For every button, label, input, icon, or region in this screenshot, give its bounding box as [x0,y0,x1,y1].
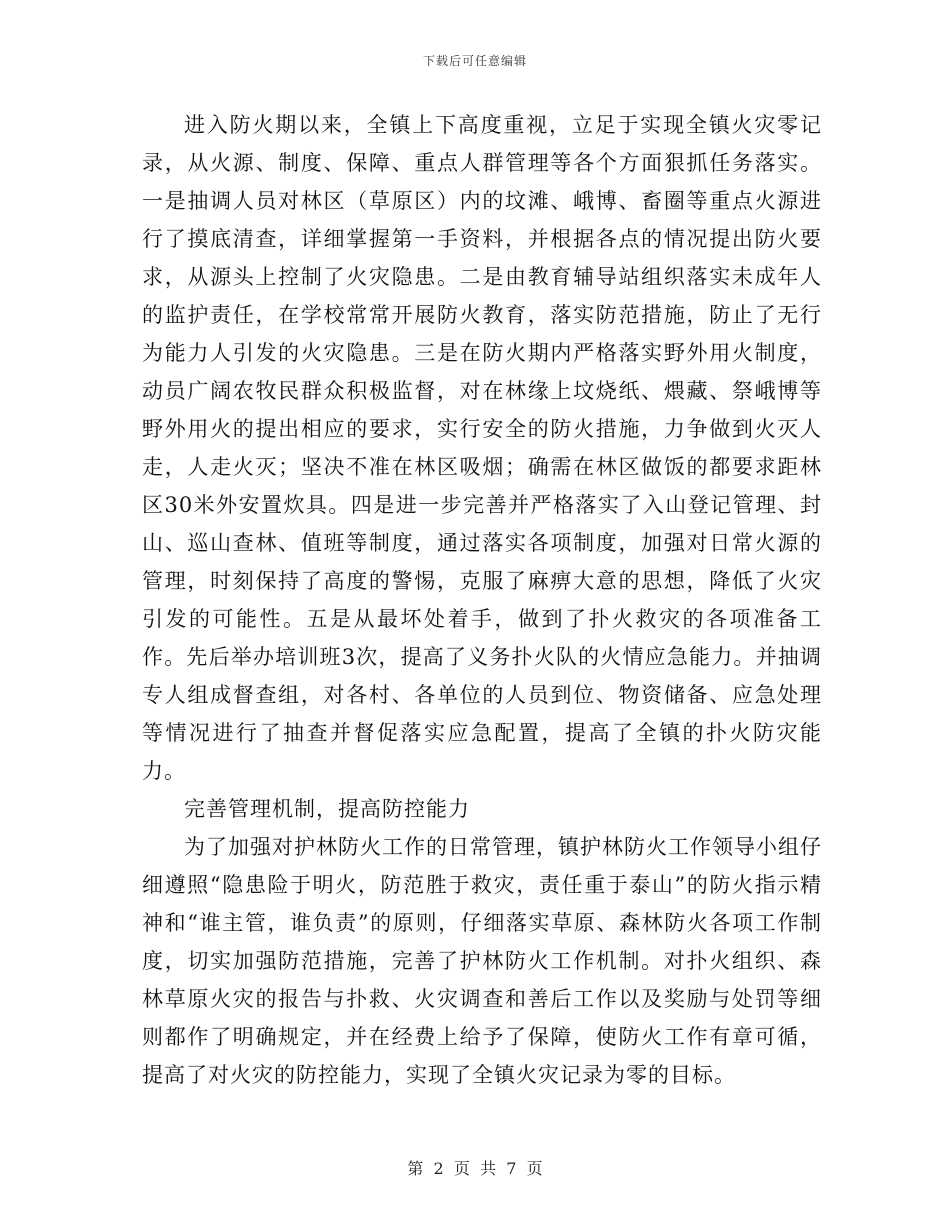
page-number-text: 第 2 页 共 7 页 [407,1159,543,1178]
section-heading: 完善管理机制，提高防控能力 [184,797,470,821]
document-body [142,106,822,1094]
paragraph-management-mechanism: 为了加强对护林防火工作的日常管理，镇护林防火工作领导小组仔细遵照“隐患险于明火，防范胜于救灾，责任重于泰山”的防火指示精神和“谁主管，谁负责”的原则，仔细落实草原、森林防火各项工作制度，切实加强防范措施，完善了护林防火工作机制。对扑火组织、森林草原火灾的报告与扑救、火灾调查和善后工作以及奖励与处罚等细则都作了明确规定，并在经费上给予了保障，使防火工作有章可循，提高了对火灾的防控能力，实现了全镇火灾记录为零的目标。 [142,835,822,1087]
page-header: 下载后可任意编辑 [422,54,527,68]
paragraph-fire-prevention-measures: 进入防火期以来，全镇上下高度重视，立足于实现全镇火灾零记录，从火源、制度、保障、重点人群管理等各个方面狠抓任务落实。一是抽调人员对林区（草原区）内的坟滩、峨博、畜圈等重点火源进行了摸底清查，详细掌握第一手资料，并根据各点的情况提出防火要求，从源头上控制了火灾隐患。二是由教育辅导站组织落实未成年人的监护责任，在学校常常开展防火教育，落实防范措施，防止了无行为能力人引发的火灾隐患。三是在防火期内严格落实野外用火制度，动员广阔农牧民群众积极监督，对在林缘上坟烧纸、煨藏、祭峨博等野外用火的提出相应的要求，实行安全的防火措施，力争做到火灭人走，人走火灭；坚决不准在林区吸烟；确需在林区做饭的都要求距林区30米外安置炊具。四是进一步完善并严格落实了入山登记管理、封山、巡山查林、值班等制度，通过落实各项制度，加强对日常火源的管理，时刻保持了高度的警惕，克服了麻痹大意的思想，降低了火灾引发的可能性。五是从最坏处着手，做到了扑火救灾的各项准备工作。先后举办培训班3次，提高了义务扑火队的火情应急能力。并抽调专人组成督查组，对各村、各单位的人员到位、物资储备、应急处理等情况进行了抽查并督促落实应急配置，提高了全镇的扑火防灾能力。 [142,113,822,783]
page-number [0,1156,950,1179]
